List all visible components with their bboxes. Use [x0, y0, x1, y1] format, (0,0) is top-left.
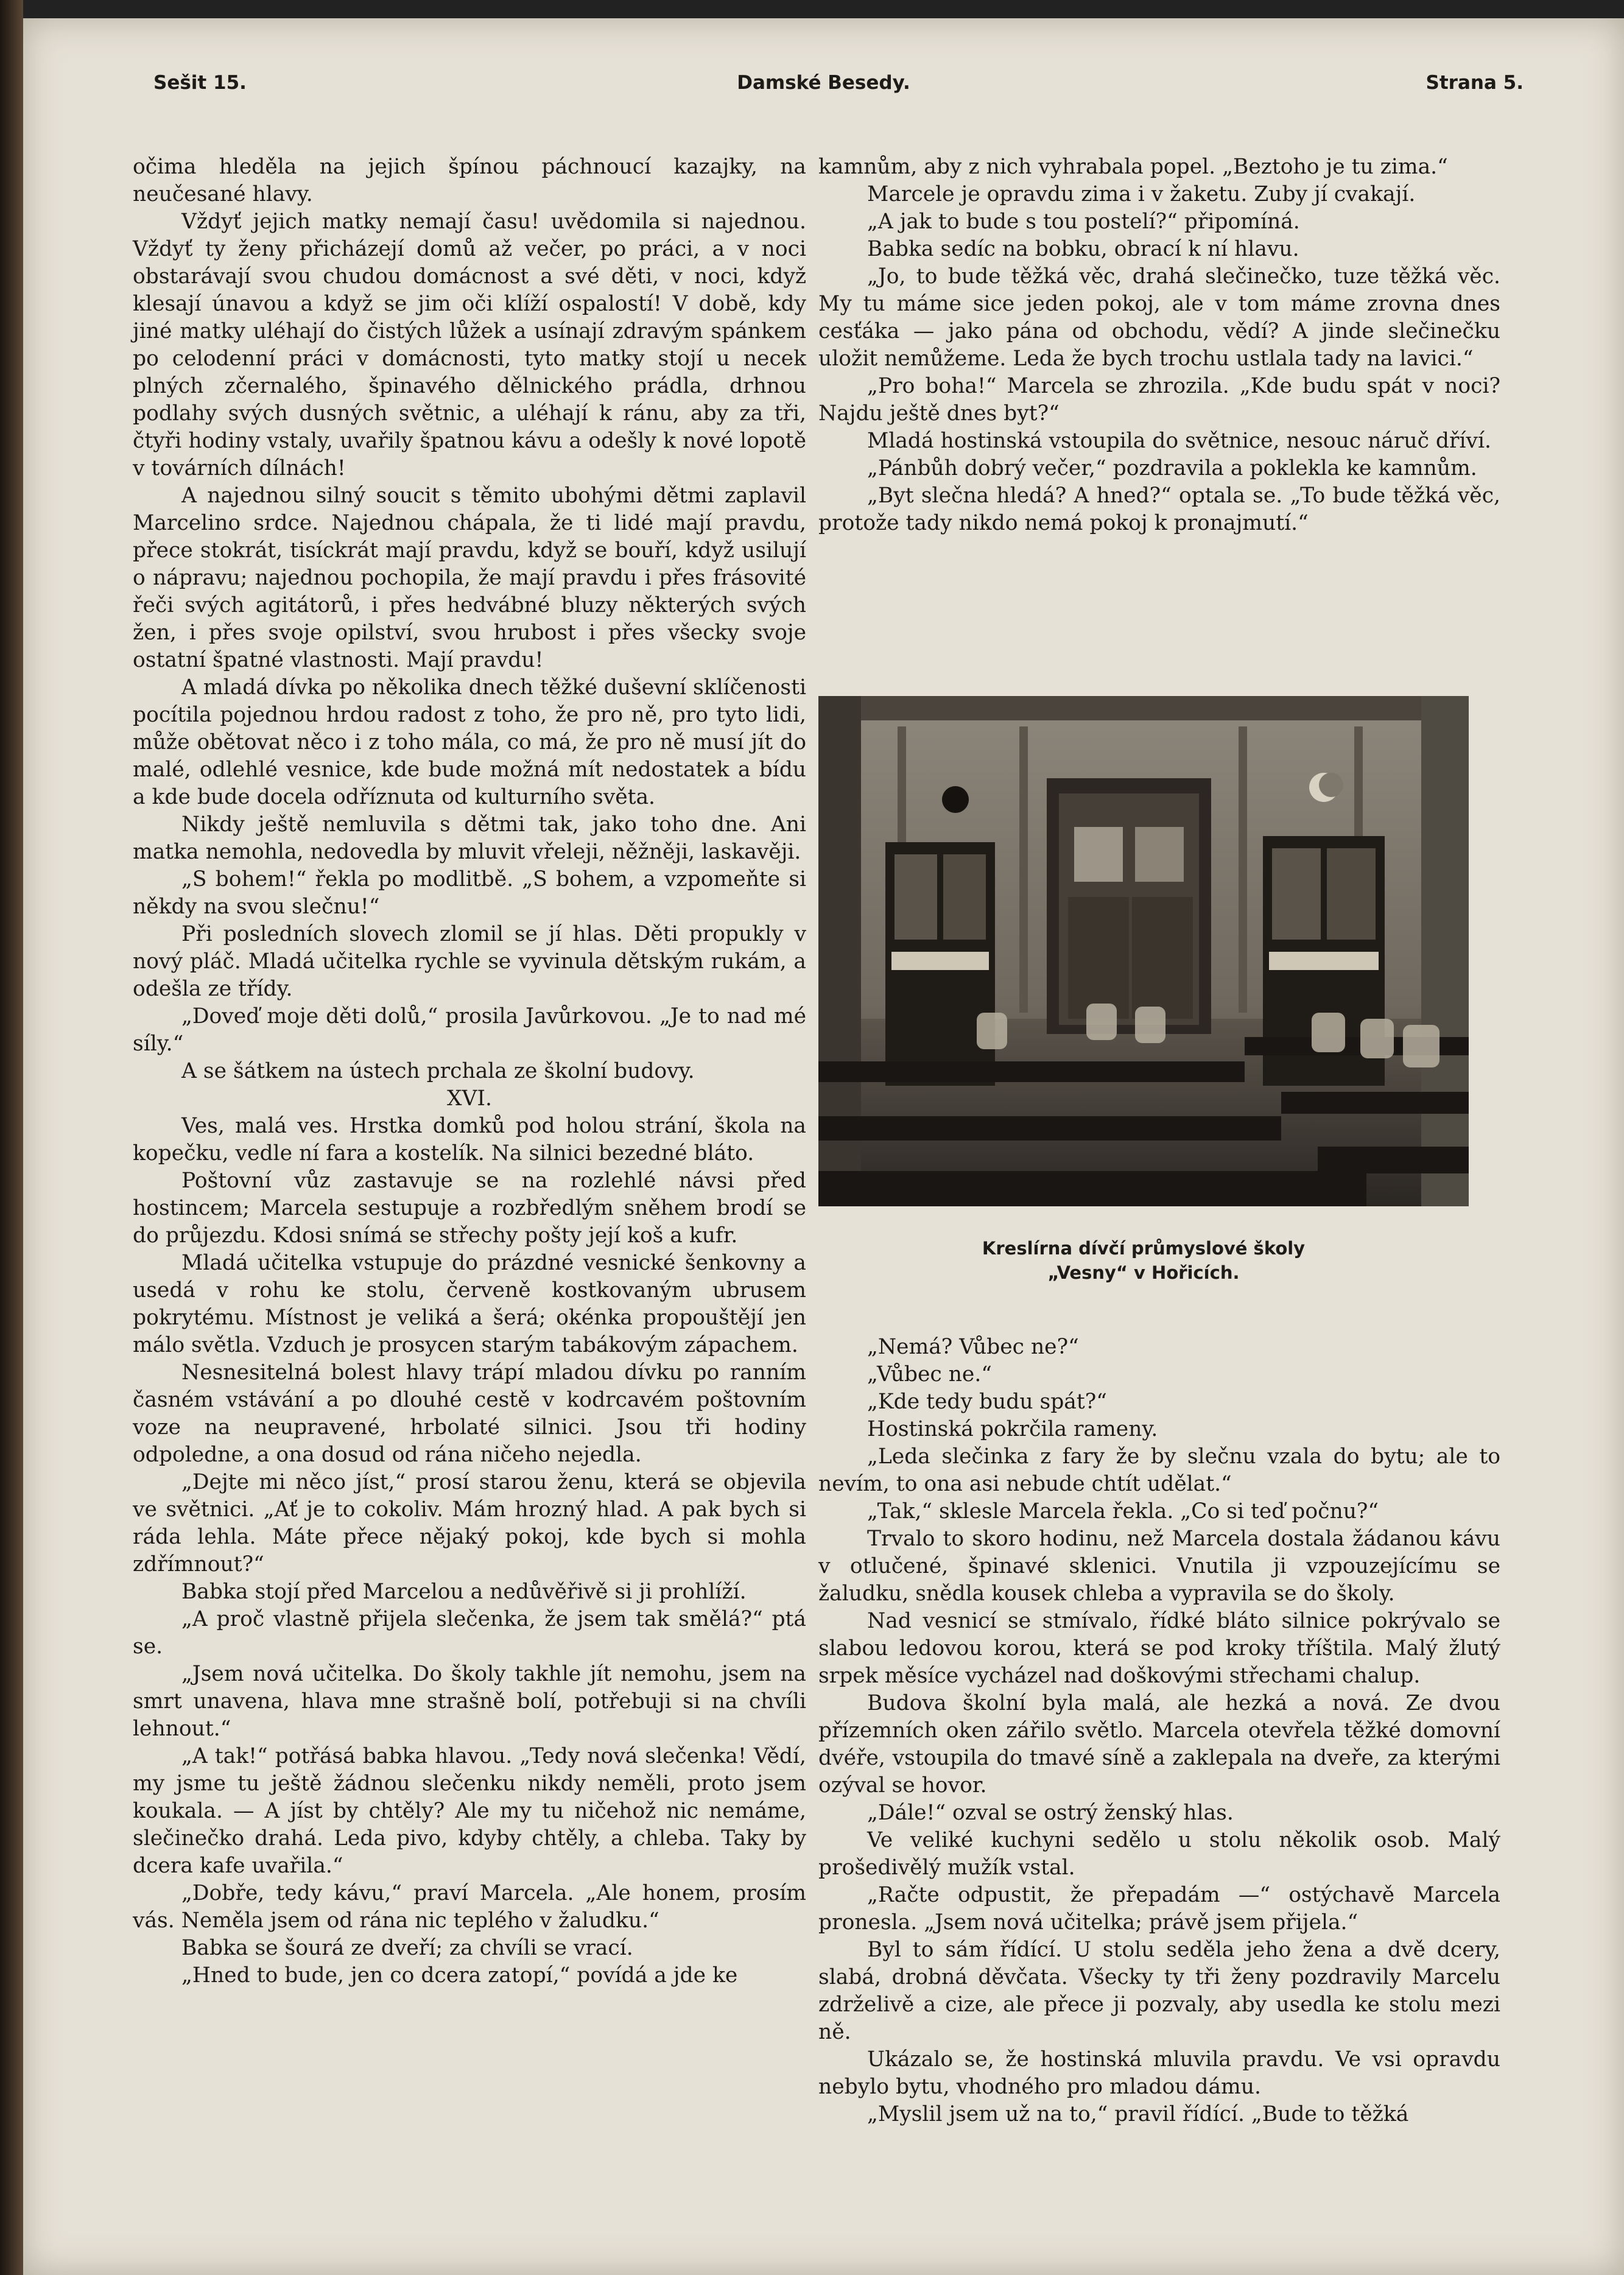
- paragraph: Mladá učitelka vstupuje do prázdné vesnické šenkovny a usedá v rohu ke stolu, červeně kostkovaným ubrusem pokrytému. Místnost je veliká a šerá; okénka propouštějí jen málo světla. Vzduch je prosycen starým tabákovým zápachem.: [133, 1251, 806, 1357]
- paragraph: A najednou silný soucit s těmito ubohými dětmi zaplavil Marcelino srdce. Najednou chápala, že ti lidé mají pravdu, přece stokrát, tisíckrát mají pravdu, když se bouří, když usilují o nápravu; najednou pochopila, že mají pravdu i přes frásovité řeči svých agitátorů, i přes hedvábné bluzy některých svých žen, i přes svoje opilství, svou hrubost i přes všecky svoje ostatní špatné vlastnosti. Mají pravdu!: [133, 483, 806, 672]
- paragraph: Budova školní byla malá, ale hezká a nová. Ze dvou přízemních oken zářilo světlo. Marcela otevřela těžké domovní dvéře, vstoupila do tmavé síně a zaklepala na dveře, za kterými ozýval se hovor.: [818, 1691, 1500, 1798]
- paragraph: „Byt slečna hledá? A hned?“ optala se. „To bude těžká věc, protože tady nikdo nemá pokoj k pronajmutí.“: [818, 483, 1500, 535]
- paragraph: „Pro boha!“ Marcela se zhrozila. „Kde budu spát v noci? Najdu ještě dnes byt?“: [818, 374, 1500, 426]
- caption-line-1: Kreslírna dívčí průmyslové školy: [982, 1238, 1306, 1259]
- chapter-heading: XVI.: [446, 1086, 493, 1111]
- paragraph: „A proč vlastně přijela slečenka, že jsem tak smělá?“ ptá se.: [133, 1607, 806, 1659]
- paragraph: Vždyť jejich matky nemají času! uvědomila si najednou. Vždyť ty ženy přicházejí domů až večer, po práci, a v noci obstarávají svou chudou domácnost a své děti, v noci, když klesají únavou a když se jim oči klíží ospalostí! V době, kdy jiné matky uléhají do čistých lůžek a usínají zdravým spánkem po celodenní práci v domácnosti, tyto matky stojí u necek plných zčernalého, špinavého dělnického prádla, drhnou podlahy svých dusných světnic, a uléhají k ránu, aby za tři, čtyři hodiny vstaly, uvařily špatnou kávu a odešly k nové lopotě v továrních dílnách!: [133, 209, 806, 480]
- paragraph: „Vůbec ne.“: [867, 1362, 992, 1387]
- paragraph: „Doveď moje děti dolů,“ prosila Javůrkovou. „Je to nad mé síly.“: [133, 1004, 806, 1056]
- paragraph: Trvalo to skoro hodinu, než Marcela dostala žádanou kávu v otlučené, špinavé sklenici. Vnutila ji vzpouzejícímu se žaludku, snědla kousek chleba a vypravila se do školy.: [818, 1527, 1500, 1606]
- paragraph: Babka stojí před Marcelou a nedůvěřivě si ji prohlíží.: [181, 1580, 747, 1604]
- paragraph: Ukázalo se, že hostinská mluvila pravdu. Ve vsi opravdu nebylo bytu, vhodného pro mladou dámu.: [818, 2047, 1500, 2099]
- paragraph: „Dejte mi něco jíst,“ prosí starou ženu, která se objevila ve světnici. „Ať je to cokoliv. Mám hrozný hlad. A pak bych si ráda lehla. Máte přece nějaký pokoj, kde bych si mohla zdřímnout?“: [133, 1470, 806, 1577]
- paragraph: „Hned to bude, jen co dcera zatopí,“ povídá a jde ke: [181, 1963, 738, 1988]
- issue-number: Sešit 15.: [153, 72, 247, 94]
- right-column-bottom: [818, 1334, 1500, 2128]
- paragraph: Ve veliké kuchyni sedělo u stolu několik osob. Malý prošedivělý mužík vstal.: [818, 1828, 1500, 1880]
- magazine-page: [23, 18, 1624, 2275]
- paragraph: Byl to sám řídící. U stolu seděla jeho žena a dvě dcery, slabá, drobná děvčata. Všecky ty tři ženy pozdravily Marcelu zdrželivě a cize, ale přece ji pozvaly, aby usedla ke stolu mezi ně.: [818, 1938, 1500, 2044]
- caption-line-2: „Vesny“ v Hořicích.: [1047, 1262, 1240, 1283]
- paragraph: Hostinská pokrčila rameny.: [867, 1417, 1158, 1441]
- paragraph: „Jsem nová učitelka. Do školy takhle jít nemohu, jsem na smrt unavena, hlava mne strašně bolí, potřebuji si na chvíli lehnout.“: [133, 1662, 806, 1741]
- paragraph: Nesnesitelná bolest hlavy trápí mladou dívku po ranním časném vstávání a po dlouhé cestě v kodrcavém poštovním voze na neupravené, hrbolaté silnici. Jsou tři hodiny odpoledne, a ona dosud od rána ničeho nejedla.: [133, 1360, 806, 1467]
- paragraph: „Jo, to bude těžká věc, drahá slečinečko, tuze těžká věc. My tu máme sice jeden pokoj, ale v tom máme zrovna dnes cesťáka — jako pána od obchodu, vědí? A jinde slečinečku uložit nemůžeme. Leda že bych trochu ustlala tady na lavici.“: [818, 264, 1500, 371]
- page-number: Strana 5.: [1425, 72, 1524, 94]
- paragraph: Babka se šourá ze dveří; za chvíli se vrací.: [181, 1936, 633, 1960]
- paragraph: Nikdy ještě nemluvila s dětmi tak, jako toho dne. Ani matka nemohla, nedovedla by mluvit vřeleji, něžněji, laskavěji.: [133, 812, 806, 864]
- paragraph: „Dále!“ ozval se ostrý ženský hlas.: [867, 1801, 1234, 1825]
- classroom-photo: [818, 696, 1469, 1206]
- classroom-illustration: [818, 696, 1469, 1206]
- paragraph: „Račte odpustit, že přepadám —“ ostýchavě Marcela pronesla. „Jsem nová učitelka; právě jsem přijela.“: [818, 1883, 1500, 1935]
- left-column: [133, 153, 806, 1989]
- paragraph: Mladá hostinská vstoupila do světnice, nesouc náruč dříví.: [867, 429, 1491, 453]
- paragraph: „Myslil jsem už na to,“ pravil řídící. „Bude to těžká: [867, 2102, 1409, 2126]
- photo-caption: [818, 1236, 1469, 1285]
- paragraph: Nad vesnicí se stmívalo, řídké bláto silnice pokrývalo se slabou ledovou korou, která se pod kroky tříštila. Malý žlutý srpek měsíce vycházel nad doškovými střechami chalup.: [818, 1609, 1500, 1688]
- paragraph: „A tak!“ potřásá babka hlavou. „Tedy nová slečenka! Vědí, my jsme tu ještě žádnou slečenku nikdy neměli, proto jsem koukala. — A jíst by chtěly? Ale my tu ničehož nic nemáme, slečinečko drahá. Leda pivo, kdyby chtěly, a chleba. Taky by dcera kafe uvařila.“: [133, 1744, 806, 1878]
- paragraph: očima hleděla na jejich špínou páchnoucí kazajky, na neučesané hlavy.: [133, 155, 806, 206]
- paragraph: „Kde tedy budu spát?“: [867, 1390, 1107, 1414]
- paragraph: „Dobře, tedy kávu,“ praví Marcela. „Ale honem, prosím vás. Neměla jsem od rána nic teplého v žaludku.“: [133, 1881, 806, 1933]
- paragraph: Ves, malá ves. Hrstka domků pod holou strání, škola na kopečku, vedle ní fara a kostelík. Na silnici bezedné bláto.: [133, 1114, 806, 1166]
- paragraph: „Leda slečinka z fary že by slečnu vzala do bytu; ale to nevím, to ona asi nebude chtít udělat.“: [818, 1444, 1500, 1496]
- paragraph: Babka sedíc na bobku, obrací k ní hlavu.: [867, 237, 1299, 261]
- paragraph: „S bohem!“ řekla po modlitbě. „S bohem, a vzpomeňte si někdy na svou slečnu!“: [133, 867, 806, 919]
- paragraph: „Nemá? Vůbec ne?“: [867, 1335, 1079, 1359]
- paragraph: A mladá dívka po několika dnech těžké duševní sklíčenosti pocítila pojednou hrdou radost z toho, že pro ně, pro tyto lidi, může obětovat něco i z toho mála, co má, že pro ně musí jít do malé, odlehlé vesnice, kde bude možná mít nedostatek a bídu a kde bude docela odříznuta od kulturního světa.: [133, 675, 806, 809]
- book-spine-edge: [0, 0, 23, 2275]
- paragraph: A se šátkem na ústech prchala ze školní budovy.: [181, 1059, 695, 1083]
- paragraph: kamnům, aby z nich vyhrabala popel. „Beztoho je tu zima.“: [818, 155, 1448, 179]
- paragraph: „Tak,“ sklesle Marcela řekla. „Co si teď počnu?“: [867, 1499, 1379, 1524]
- paragraph: Při posledních slovech zlomil se jí hlas. Děti propukly v nový pláč. Mladá učitelka rychle se vyvinula dětským rukám, a odešla ze třídy.: [133, 922, 806, 1001]
- magazine-title: Damské Besedy.: [737, 72, 910, 94]
- right-column-top: [818, 153, 1500, 537]
- paragraph: Marcele je opravdu zima i v žaketu. Zuby jí cvakají.: [867, 182, 1416, 206]
- paragraph: „Pánbůh dobrý večer,“ pozdravila a poklekla ke kamnům.: [867, 456, 1477, 480]
- paragraph: Poštovní vůz zastavuje se na rozlehlé návsi před hostincem; Marcela sestupuje a rozbředlým sněhem brodí se do průjezdu. Kdosi snímá se střechy pošty její koš a kufr.: [133, 1169, 806, 1248]
- paragraph: „A jak to bude s tou postelí?“ připomíná.: [867, 209, 1300, 234]
